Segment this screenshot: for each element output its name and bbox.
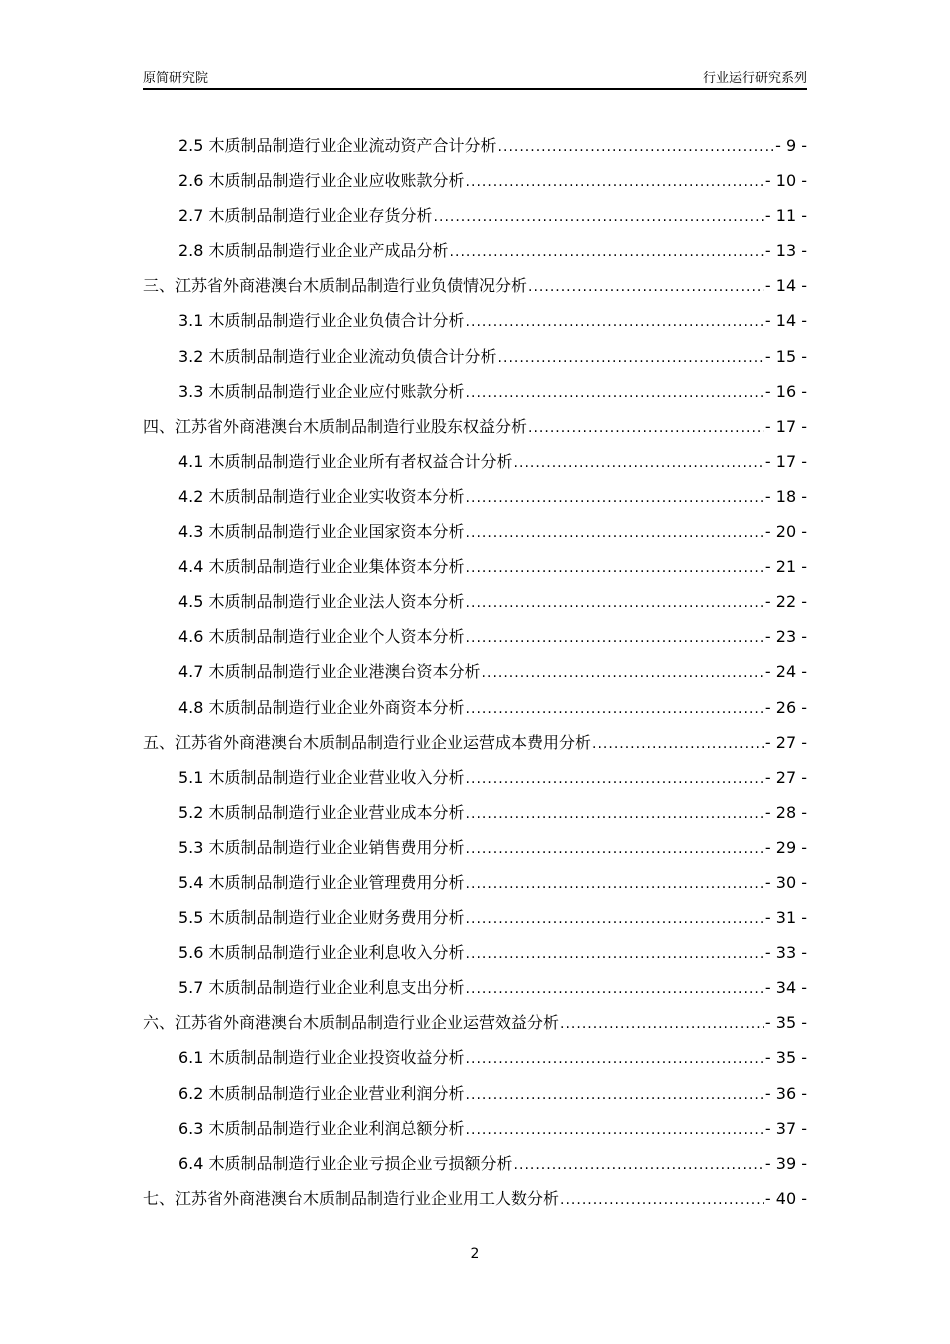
toc-chapter-entry[interactable] bbox=[143, 1181, 807, 1216]
toc-entry-title: 2.5 木质制品制造行业企业流动资产合计分析 bbox=[178, 136, 497, 155]
toc-dot-leader bbox=[466, 902, 764, 937]
toc-section-entry[interactable] bbox=[143, 935, 807, 970]
toc-entry-page: - 23 - bbox=[764, 627, 807, 647]
toc-dot-leader bbox=[466, 972, 764, 1007]
toc-dot-leader bbox=[498, 341, 764, 376]
toc-entry-title: 3.2 木质制品制造行业企业流动负债合计分析 bbox=[178, 346, 497, 366]
toc-dot-leader bbox=[466, 376, 764, 411]
toc-dot-leader bbox=[466, 621, 764, 656]
page-number: 2 bbox=[470, 1246, 480, 1262]
toc-entry-page: - 17 - bbox=[764, 451, 807, 471]
toc-section-entry[interactable] bbox=[143, 690, 807, 725]
toc-section-entry[interactable] bbox=[143, 760, 807, 795]
toc-entry-title: 5.3 木质制品制造行业企业销售费用分析 bbox=[178, 837, 465, 857]
toc-dot-leader bbox=[466, 305, 764, 340]
toc-dot-leader bbox=[466, 551, 764, 586]
toc-section-entry[interactable] bbox=[143, 1146, 807, 1181]
toc-entry-page: - 13 - bbox=[764, 241, 807, 261]
table-of-contents bbox=[143, 128, 807, 1216]
toc-dot-leader bbox=[482, 656, 764, 691]
toc-dot-leader bbox=[466, 692, 764, 727]
toc-dot-leader bbox=[466, 1042, 764, 1077]
toc-entry-page: - 28 - bbox=[764, 802, 807, 822]
toc-section-entry[interactable] bbox=[143, 549, 807, 584]
toc-entry-page: - 37 - bbox=[764, 1118, 807, 1138]
toc-entry-page: - 27 - bbox=[764, 732, 807, 752]
toc-entry-title: 4.6 木质制品制造行业企业个人资本分析 bbox=[178, 627, 465, 647]
toc-dot-leader bbox=[560, 1183, 764, 1218]
toc-entry-page: - 29 - bbox=[764, 837, 807, 857]
toc-entry-title: 4.5 木质制品制造行业企业法人资本分析 bbox=[178, 592, 465, 612]
toc-entry-page: - 26 - bbox=[764, 697, 807, 717]
toc-section-entry[interactable] bbox=[143, 479, 807, 514]
toc-entry-page: - 30 - bbox=[764, 872, 807, 892]
toc-entry-page: - 14 - bbox=[764, 311, 807, 331]
toc-dot-leader bbox=[528, 270, 764, 305]
toc-section-entry[interactable] bbox=[143, 830, 807, 865]
toc-entry-title: 5.6 木质制品制造行业企业利息收入分析 bbox=[178, 943, 465, 963]
toc-dot-leader bbox=[450, 235, 764, 270]
toc-entry-title: 4.2 木质制品制造行业企业实收资本分析 bbox=[178, 486, 465, 506]
toc-section-entry[interactable] bbox=[143, 128, 807, 163]
toc-dot-leader bbox=[466, 832, 764, 867]
toc-section-entry[interactable] bbox=[143, 514, 807, 549]
toc-entry-title: 5.4 木质制品制造行业企业管理费用分析 bbox=[178, 872, 465, 892]
toc-entry-title: 五、江苏省外商港澳台木质制品制造行业企业运营成本费用分析 bbox=[143, 732, 592, 752]
toc-section-entry[interactable] bbox=[143, 1111, 807, 1146]
toc-entry-page: - 27 - bbox=[764, 767, 807, 787]
toc-dot-leader bbox=[498, 130, 775, 165]
toc-section-entry[interactable] bbox=[143, 865, 807, 900]
toc-entry-title: 4.1 木质制品制造行业企业所有者权益合计分析 bbox=[178, 451, 513, 471]
toc-section-entry[interactable] bbox=[143, 339, 807, 374]
toc-entry-page: - 22 - bbox=[764, 592, 807, 612]
toc-chapter-entry[interactable] bbox=[143, 268, 807, 303]
toc-section-entry[interactable] bbox=[143, 654, 807, 689]
toc-entry-page: - 16 - bbox=[764, 381, 807, 401]
toc-entry-page: - 35 - bbox=[764, 1013, 807, 1033]
toc-section-entry[interactable] bbox=[143, 198, 807, 233]
toc-entry-title: 6.4 木质制品制造行业企业亏损企业亏损额分析 bbox=[178, 1153, 513, 1173]
toc-entry-page: - 17 - bbox=[764, 416, 807, 436]
toc-dot-leader bbox=[514, 1148, 764, 1183]
toc-dot-leader bbox=[466, 867, 764, 902]
page-header bbox=[143, 66, 807, 88]
toc-entry-title: 6.2 木质制品制造行业企业营业利润分析 bbox=[178, 1083, 465, 1103]
toc-section-entry[interactable] bbox=[143, 619, 807, 654]
toc-entry-title: 3.1 木质制品制造行业企业负债合计分析 bbox=[178, 311, 465, 331]
toc-entry-page: - 20 - bbox=[764, 522, 807, 542]
toc-entry-title: 6.1 木质制品制造行业企业投资收益分析 bbox=[178, 1048, 465, 1068]
toc-entry-page: - 36 - bbox=[764, 1083, 807, 1103]
toc-entry-title: 七、江苏省外商港澳台木质制品制造行业企业用工人数分析 bbox=[143, 1188, 560, 1208]
toc-dot-leader bbox=[592, 727, 764, 762]
toc-chapter-entry[interactable] bbox=[143, 725, 807, 760]
toc-entry-title: 三、江苏省外商港澳台木质制品制造行业负债情况分析 bbox=[143, 276, 528, 296]
toc-entry-page: - 10 - bbox=[764, 171, 807, 191]
toc-dot-leader bbox=[466, 1113, 764, 1148]
toc-entry-page: - 40 - bbox=[764, 1188, 807, 1208]
toc-entry-title: 3.3 木质制品制造行业企业应付账款分析 bbox=[178, 381, 465, 401]
toc-entry-title: 5.7 木质制品制造行业企业利息支出分析 bbox=[178, 978, 465, 998]
toc-section-entry[interactable] bbox=[143, 163, 807, 198]
toc-dot-leader bbox=[466, 1078, 764, 1113]
toc-entry-title: 六、江苏省外商港澳台木质制品制造行业企业运营效益分析 bbox=[143, 1013, 560, 1033]
toc-section-entry[interactable] bbox=[143, 900, 807, 935]
toc-section-entry[interactable] bbox=[143, 1076, 807, 1111]
toc-dot-leader bbox=[466, 797, 764, 832]
toc-entry-title: 5.2 木质制品制造行业企业营业成本分析 bbox=[178, 802, 465, 822]
toc-entry-page: - 14 - bbox=[764, 276, 807, 296]
toc-entry-page: - 33 - bbox=[764, 943, 807, 963]
toc-section-entry[interactable] bbox=[143, 374, 807, 409]
toc-entry-page: - 11 - bbox=[764, 206, 807, 226]
toc-dot-leader bbox=[434, 200, 764, 235]
toc-entry-page: - 24 - bbox=[764, 662, 807, 682]
toc-entry-title: 4.7 木质制品制造行业企业港澳台资本分析 bbox=[178, 662, 481, 682]
toc-entry-page: - 34 - bbox=[764, 978, 807, 998]
toc-section-entry[interactable] bbox=[143, 970, 807, 1005]
toc-entry-page: - 18 - bbox=[764, 486, 807, 506]
toc-chapter-entry[interactable] bbox=[143, 409, 807, 444]
toc-section-entry[interactable] bbox=[143, 303, 807, 338]
header-right-title: 行业运行研究系列 bbox=[702, 71, 807, 86]
toc-section-entry[interactable] bbox=[143, 795, 807, 830]
toc-chapter-entry[interactable] bbox=[143, 1005, 807, 1040]
toc-dot-leader bbox=[514, 446, 764, 481]
toc-entry-title: 四、江苏省外商港澳台木质制品制造行业股东权益分析 bbox=[143, 416, 528, 436]
toc-entry-page: - 21 - bbox=[764, 557, 807, 577]
toc-dot-leader bbox=[466, 937, 764, 972]
toc-entry-title: 4.3 木质制品制造行业企业国家资本分析 bbox=[178, 522, 465, 542]
toc-dot-leader bbox=[466, 165, 764, 200]
toc-entry-page: - 9 - bbox=[775, 136, 807, 155]
toc-entry-title: 4.4 木质制品制造行业企业集体资本分析 bbox=[178, 557, 465, 577]
toc-dot-leader bbox=[466, 762, 764, 797]
toc-dot-leader bbox=[466, 586, 764, 621]
toc-entry-title: 4.8 木质制品制造行业企业外商资本分析 bbox=[178, 697, 465, 717]
toc-entry-page: - 15 - bbox=[764, 346, 807, 366]
header-left-title: 原简研究院 bbox=[143, 71, 209, 86]
toc-entry-title: 5.1 木质制品制造行业企业营业收入分析 bbox=[178, 767, 465, 787]
toc-entry-page: - 31 - bbox=[764, 908, 807, 928]
toc-entry-title: 2.7 木质制品制造行业企业存货分析 bbox=[178, 206, 433, 226]
toc-section-entry[interactable] bbox=[143, 233, 807, 268]
toc-dot-leader bbox=[466, 481, 764, 516]
toc-entry-title: 2.6 木质制品制造行业企业应收账款分析 bbox=[178, 171, 465, 191]
toc-dot-leader bbox=[466, 516, 764, 551]
toc-entry-title: 6.3 木质制品制造行业企业利润总额分析 bbox=[178, 1118, 465, 1138]
toc-entry-title: 5.5 木质制品制造行业企业财务费用分析 bbox=[178, 908, 465, 928]
toc-section-entry[interactable] bbox=[143, 584, 807, 619]
toc-entry-page: - 35 - bbox=[764, 1048, 807, 1068]
toc-dot-leader bbox=[560, 1007, 764, 1042]
header-divider bbox=[143, 88, 807, 90]
toc-entry-title: 2.8 木质制品制造行业企业产成品分析 bbox=[178, 241, 449, 261]
toc-section-entry[interactable] bbox=[143, 444, 807, 479]
toc-section-entry[interactable] bbox=[143, 1040, 807, 1075]
toc-dot-leader bbox=[528, 411, 764, 446]
toc-entry-page: - 39 - bbox=[764, 1153, 807, 1173]
